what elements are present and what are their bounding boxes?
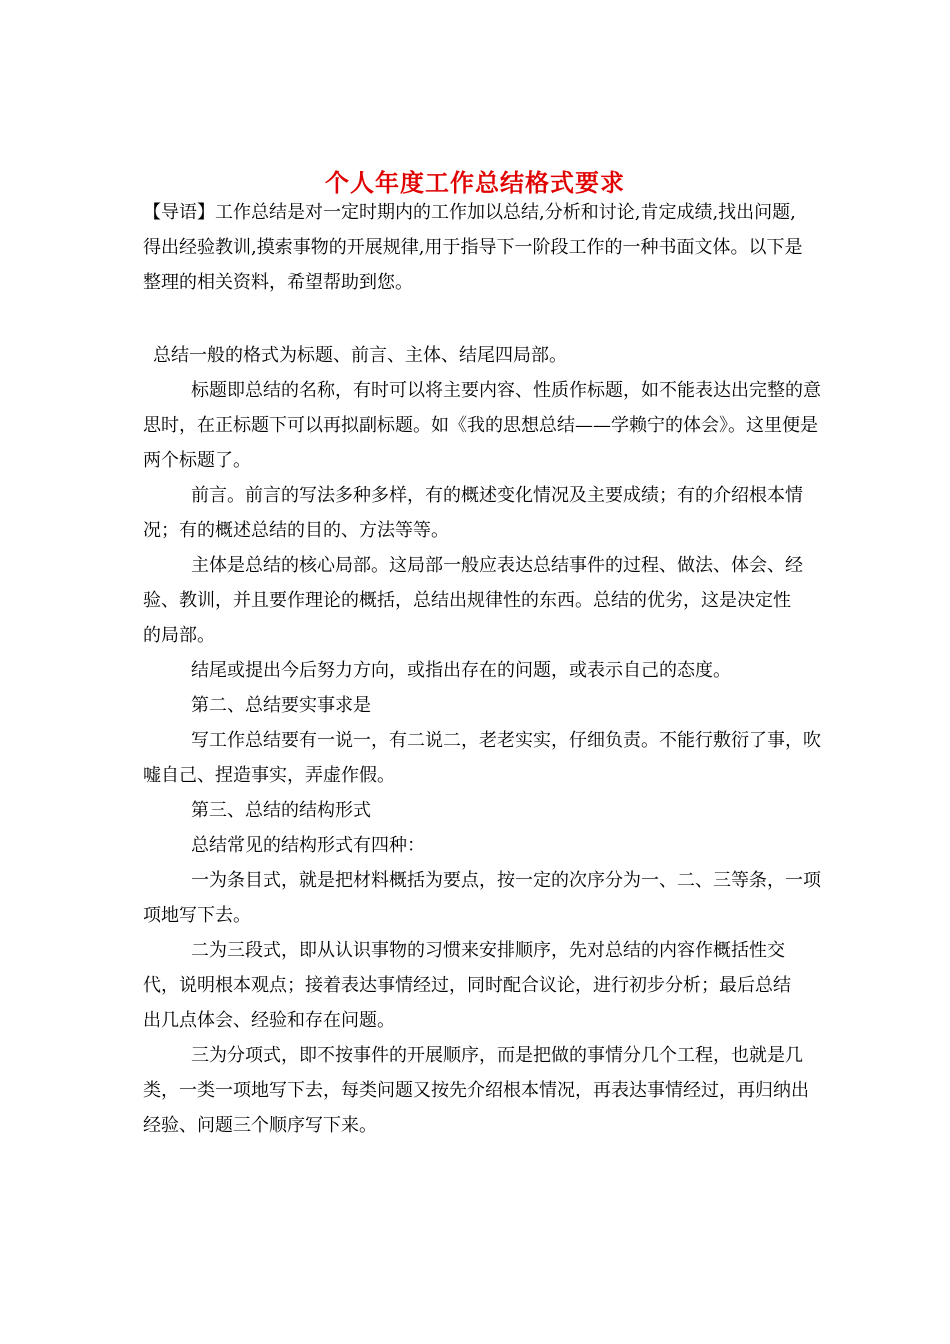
body-paragraph-forms: 总结常见的结构形式有四种： [191, 835, 425, 856]
section-heading-2: 第二、总结要实事求是 [191, 695, 371, 716]
body-paragraph-preface: 前言。前言的写法多种多样，有的概述变化情况及主要成绩；有的介绍根本情况；有的概述总结的目的、方法等等。 [143, 485, 803, 541]
body-paragraph-ending: 结尾或提出今后努力方向，或指出存在的问题，或表示自己的态度。 [191, 660, 731, 681]
section-heading-3: 第三、总结的结构形式 [191, 800, 371, 821]
document-title: 个人年度工作总结格式要求 [325, 168, 625, 198]
body-paragraph-title: 标题即总结的名称，有时可以将主要内容、性质作标题，如不能表达出完整的意思时，在正标题下可以再拟副标题。如《我的思想总结——学赖宁的体会》。这里便是两个标题了。 [143, 380, 821, 471]
body-paragraph-form-1: 一为条目式，就是把材料概括为要点，按一定的次序分为一、二、三等条，一项项地写下去。 [143, 870, 821, 926]
body-paragraph-form-3: 三为分项式，即不按事件的开展顺序，而是把做的事情分几个工程，也就是几类，一类一项地写下去，每类问题又按先介绍根本情况，再表达事情经过，再归纳出经验、问题三个顺序写下来。 [143, 1045, 809, 1136]
body-paragraph-main: 主体是总结的核心局部。这局部一般应表达总结事件的过程、做法、体会、经验、教训，并且要作理论的概括，总结出规律性的东西。总结的优劣，这是决定性的局部。 [143, 555, 803, 646]
intro-paragraph: 【导语】工作总结是对一定时期内的工作加以总结,分析和讨论,肯定成绩,找出问题,得出经验教训,摸索事物的开展规律,用于指导下一阶段工作的一种书面文体。以下是整理的相关资料，希望帮助到您。 [143, 202, 803, 293]
document-body [143, 338, 823, 1143]
body-paragraph-format: 总结一般的格式为标题、前言、主体、结尾四局部。 [153, 345, 567, 366]
body-paragraph-truth: 写工作总结要有一说一，有二说二，老老实实，仔细负责。不能行敷衍了事，吹嘘自己、捏造事实，弄虚作假。 [143, 730, 821, 786]
body-paragraph-form-2: 二为三段式，即从认识事物的习惯来安排顺序，先对总结的内容作概括性交代，说明根本观点；接着表达事情经过，同时配合议论，进行初步分析；最后总结出几点体会、经验和存在问题。 [143, 940, 791, 1031]
